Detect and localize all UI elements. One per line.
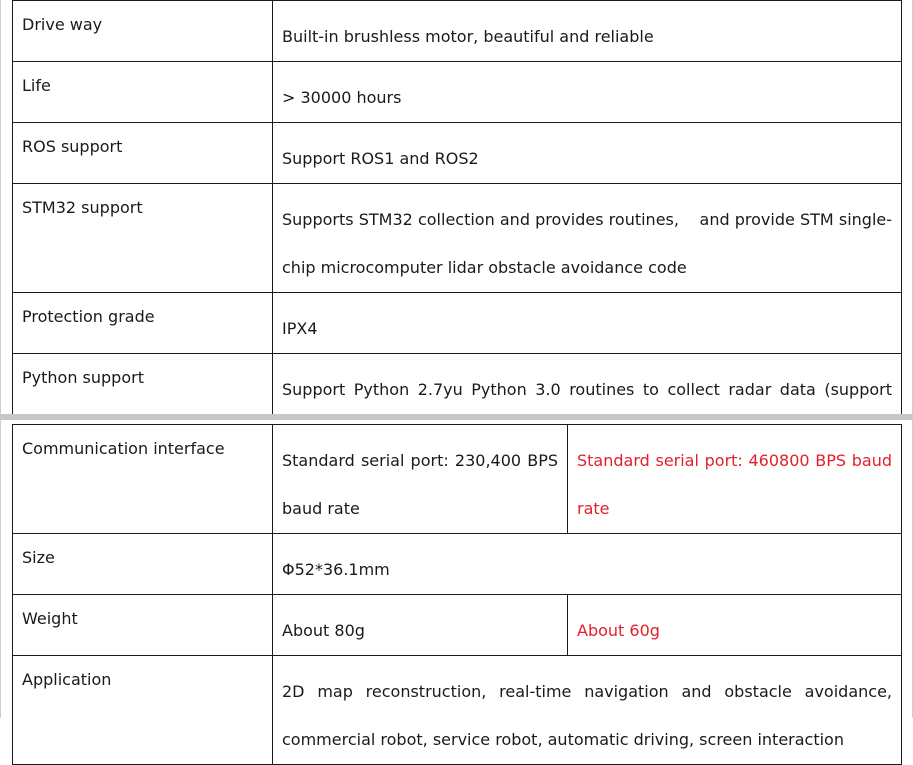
- row-label-life: Life: [13, 62, 273, 123]
- table-row: [13, 656, 902, 765]
- row-label-ros-support: ROS support: [13, 123, 273, 184]
- row-label-communication-interface: Communication interface: [13, 425, 273, 534]
- row-value-communication-interface: Standard serial port: 230,400 BPS baud rate: [273, 425, 568, 534]
- row-alt-value-communication-interface: Standard serial port: 460800 BPS baud rate: [568, 425, 902, 534]
- row-label-python-support: Python support: [13, 354, 273, 463]
- row-value-size: Φ52*36.1mm: [273, 534, 902, 595]
- table-row: [13, 534, 902, 595]
- table-row: [13, 293, 902, 354]
- row-value-ros-support: Support ROS1 and ROS2: [273, 123, 902, 184]
- row-label-drive-way: Drive way: [13, 1, 273, 62]
- row-value-application: 2D map reconstruction, real-time navigation and obstacle avoidance, commercial robot, service robot, automatic driving, screen interaction: [273, 656, 902, 765]
- row-value-life: > 30000 hours: [273, 62, 902, 123]
- row-value-python-support: Support Python 2.7yu Python 3.0 routines to collect radar data (support: [273, 354, 902, 463]
- table-row: [13, 62, 902, 123]
- spec-table-bottom: [12, 424, 902, 765]
- table-row: [13, 1, 902, 62]
- row-label-size: Size: [13, 534, 273, 595]
- row-alt-value-weight: About 60g: [568, 595, 902, 656]
- row-value-protection-grade: IPX4: [273, 293, 902, 354]
- row-label-stm32-support: STM32 support: [13, 184, 273, 293]
- table-row: [13, 184, 902, 293]
- row-label-application: Application: [13, 656, 273, 765]
- spec-table-top: [12, 0, 902, 463]
- row-value-weight: About 80g: [273, 595, 568, 656]
- row-value-drive-way: Built-in brushless motor, beautiful and reliable: [273, 1, 902, 62]
- row-value-stm32-support: Supports STM32 collection and provides routines, and provide STM single-chip microcomputer lidar obstacle avoidance code: [273, 184, 902, 293]
- table-row: [13, 595, 902, 656]
- row-label-weight: Weight: [13, 595, 273, 656]
- table-row: [13, 425, 902, 534]
- row-label-protection-grade: Protection grade: [13, 293, 273, 354]
- spec-panel-bottom: [0, 420, 913, 749]
- table-row: [13, 123, 902, 184]
